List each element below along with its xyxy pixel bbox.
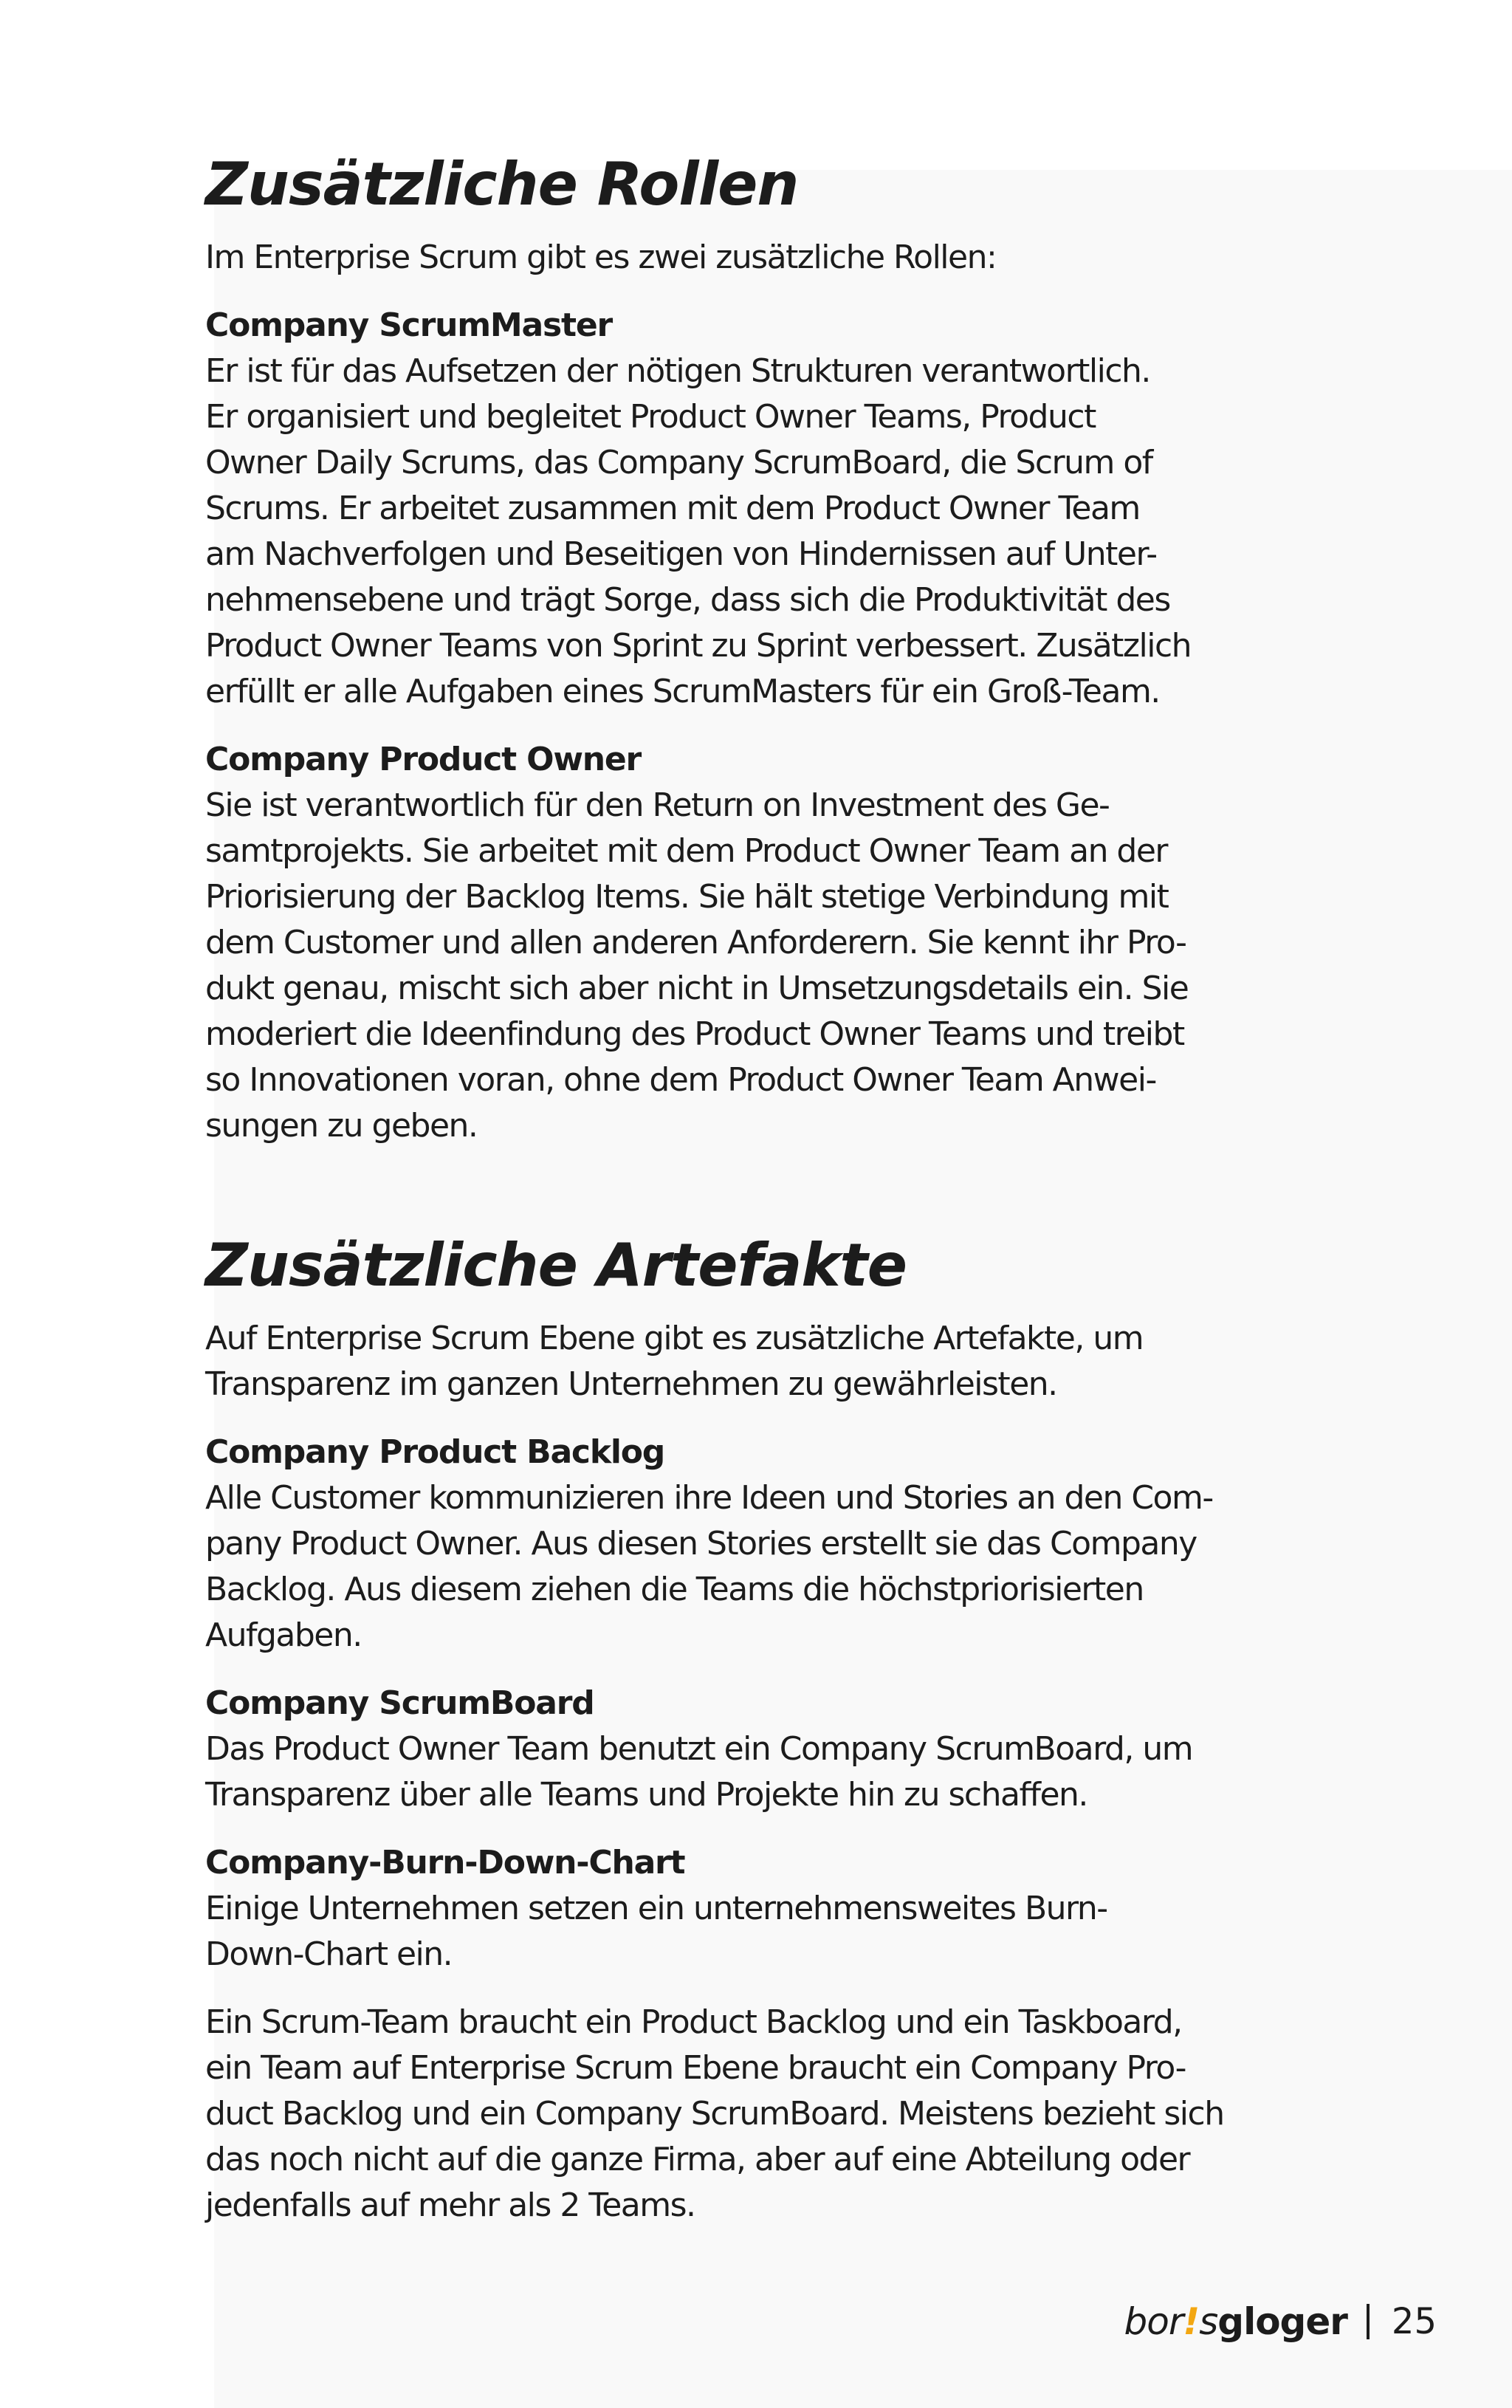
closing-paragraph <box>205 2000 1357 2229</box>
paragraph <box>205 349 1357 715</box>
text-line: dukt genau, mischt sich aber nicht in Umsetzungsdetails ein. Sie <box>205 970 1189 1007</box>
subheading <box>205 737 1357 783</box>
subheading-text: Company Product Backlog <box>205 1433 665 1471</box>
paragraph <box>205 1886 1357 1977</box>
subheading-text: Company-Burn-Down-Chart <box>205 1844 685 1882</box>
text-line: Aufgaben. <box>205 1616 362 1654</box>
footer-divider <box>1367 2304 1370 2339</box>
page-number: 25 <box>1391 2301 1437 2342</box>
text-line: Im Enterprise Scrum gibt es zwei zusätzliche Rollen: <box>205 239 997 276</box>
text-line: am Nachverfolgen und Beseitigen von Hindernissen auf Unter- <box>205 535 1157 573</box>
role-company-product-owner <box>205 737 1357 1149</box>
text-line: Er ist für das Aufsetzen der nötigen Strukturen verantwortlich. <box>205 352 1150 390</box>
text-line: sungen zu geben. <box>205 1107 478 1145</box>
text-line: jedenfalls auf mehr als 2 Teams. <box>205 2186 695 2224</box>
paragraph <box>205 783 1357 1149</box>
text-line: ein Team auf Enterprise Scrum Ebene braucht ein Company Pro- <box>205 2049 1186 2087</box>
text-line: samtprojekts. Sie arbeitet mit dem Product Owner Team an der <box>205 832 1168 870</box>
brand-logo-part: gloger <box>1217 2300 1347 2343</box>
text-line: Down-Chart ein. <box>205 1935 453 1973</box>
section-additional-roles <box>205 140 1357 1149</box>
brand-logo <box>1124 2300 1347 2343</box>
text-line: Sie ist verantwortlich für den Return on Investment des Ge- <box>205 786 1110 824</box>
text-line: Product Owner Teams von Sprint zu Sprint verbessert. Zusätzlich <box>205 627 1192 665</box>
subheading <box>205 1430 1357 1475</box>
text-line: Das Product Owner Team benutzt ein Company ScrumBoard, um <box>205 1730 1193 1768</box>
section-title: Zusätzliche Artefakte <box>205 1231 907 1300</box>
subheading-text: Company ScrumBoard <box>205 1684 594 1722</box>
text-line: Priorisierung der Backlog Items. Sie hält stetige Verbindung mit <box>205 878 1169 916</box>
text-line: Ein Scrum-Team braucht ein Product Backlog und ein Taskboard, <box>205 2003 1182 2041</box>
brand-logo-part: bor <box>1124 2300 1183 2343</box>
text-line: nehmensebene und trägt Sorge, dass sich die Produktivität des <box>205 581 1170 619</box>
text-line: dem Customer und allen anderen Anforderern. Sie kennt ihr Pro- <box>205 924 1186 961</box>
role-company-scrummaster <box>205 303 1357 715</box>
section-additional-artifacts <box>205 1221 1357 2229</box>
text-line: Alle Customer kommunizieren ihre Ideen und Stories an den Com- <box>205 1479 1213 1517</box>
text-line: Backlog. Aus diesem ziehen die Teams die höchstpriorisierten <box>205 1571 1144 1608</box>
section-intro <box>205 1316 1357 1407</box>
paragraph <box>205 1726 1357 1818</box>
subheading <box>205 1681 1357 1726</box>
subheading <box>205 303 1357 349</box>
subheading-text: Company ScrumMaster <box>205 306 612 344</box>
subheading <box>205 1840 1357 1886</box>
text-line: duct Backlog und ein Company ScrumBoard. Meistens bezieht sich <box>205 2095 1224 2133</box>
text-line: so Innovationen voran, ohne dem Product Owner Team Anwei- <box>205 1061 1156 1099</box>
artifact-company-burn-down-chart <box>205 1840 1357 1977</box>
text-line: Er organisiert und begleitet Product Owner Teams, Product <box>205 398 1096 436</box>
text-line: Scrums. Er arbeitet zusammen mit dem Product Owner Team <box>205 490 1140 527</box>
brand-logo-mark: ! <box>1183 2300 1200 2343</box>
brand-logo-part: s <box>1199 2300 1218 2343</box>
text-line: Owner Daily Scrums, das Company ScrumBoard, die Scrum of <box>205 444 1152 481</box>
section-intro <box>205 235 1357 281</box>
text-line: pany Product Owner. Aus diesen Stories erstellt sie das Company <box>205 1525 1197 1563</box>
text-line: Auf Enterprise Scrum Ebene gibt es zusätzliche Artefakte, um <box>205 1320 1144 1357</box>
text-line: das noch nicht auf die ganze Firma, aber auf eine Abteilung oder <box>205 2141 1190 2178</box>
page-footer <box>1124 2292 1437 2351</box>
text-line: moderiert die Ideenfindung des Product Owner Teams und treibt <box>205 1015 1184 1053</box>
paragraph <box>205 1475 1357 1658</box>
artifact-company-scrumboard <box>205 1681 1357 1818</box>
text-line: Transparenz im ganzen Unternehmen zu gewährleisten. <box>205 1365 1057 1403</box>
section-title: Zusätzliche Rollen <box>205 150 799 219</box>
text-line: Einige Unternehmen setzen ein unternehmensweites Burn- <box>205 1890 1107 1927</box>
subheading-text: Company Product Owner <box>205 741 642 778</box>
text-line: erfüllt er alle Aufgaben eines ScrumMasters für ein Groß-Team. <box>205 673 1160 710</box>
page-content <box>205 140 1357 2229</box>
text-line: Transparenz über alle Teams und Projekte hin zu schaffen. <box>205 1776 1087 1814</box>
artifact-company-product-backlog <box>205 1430 1357 1658</box>
